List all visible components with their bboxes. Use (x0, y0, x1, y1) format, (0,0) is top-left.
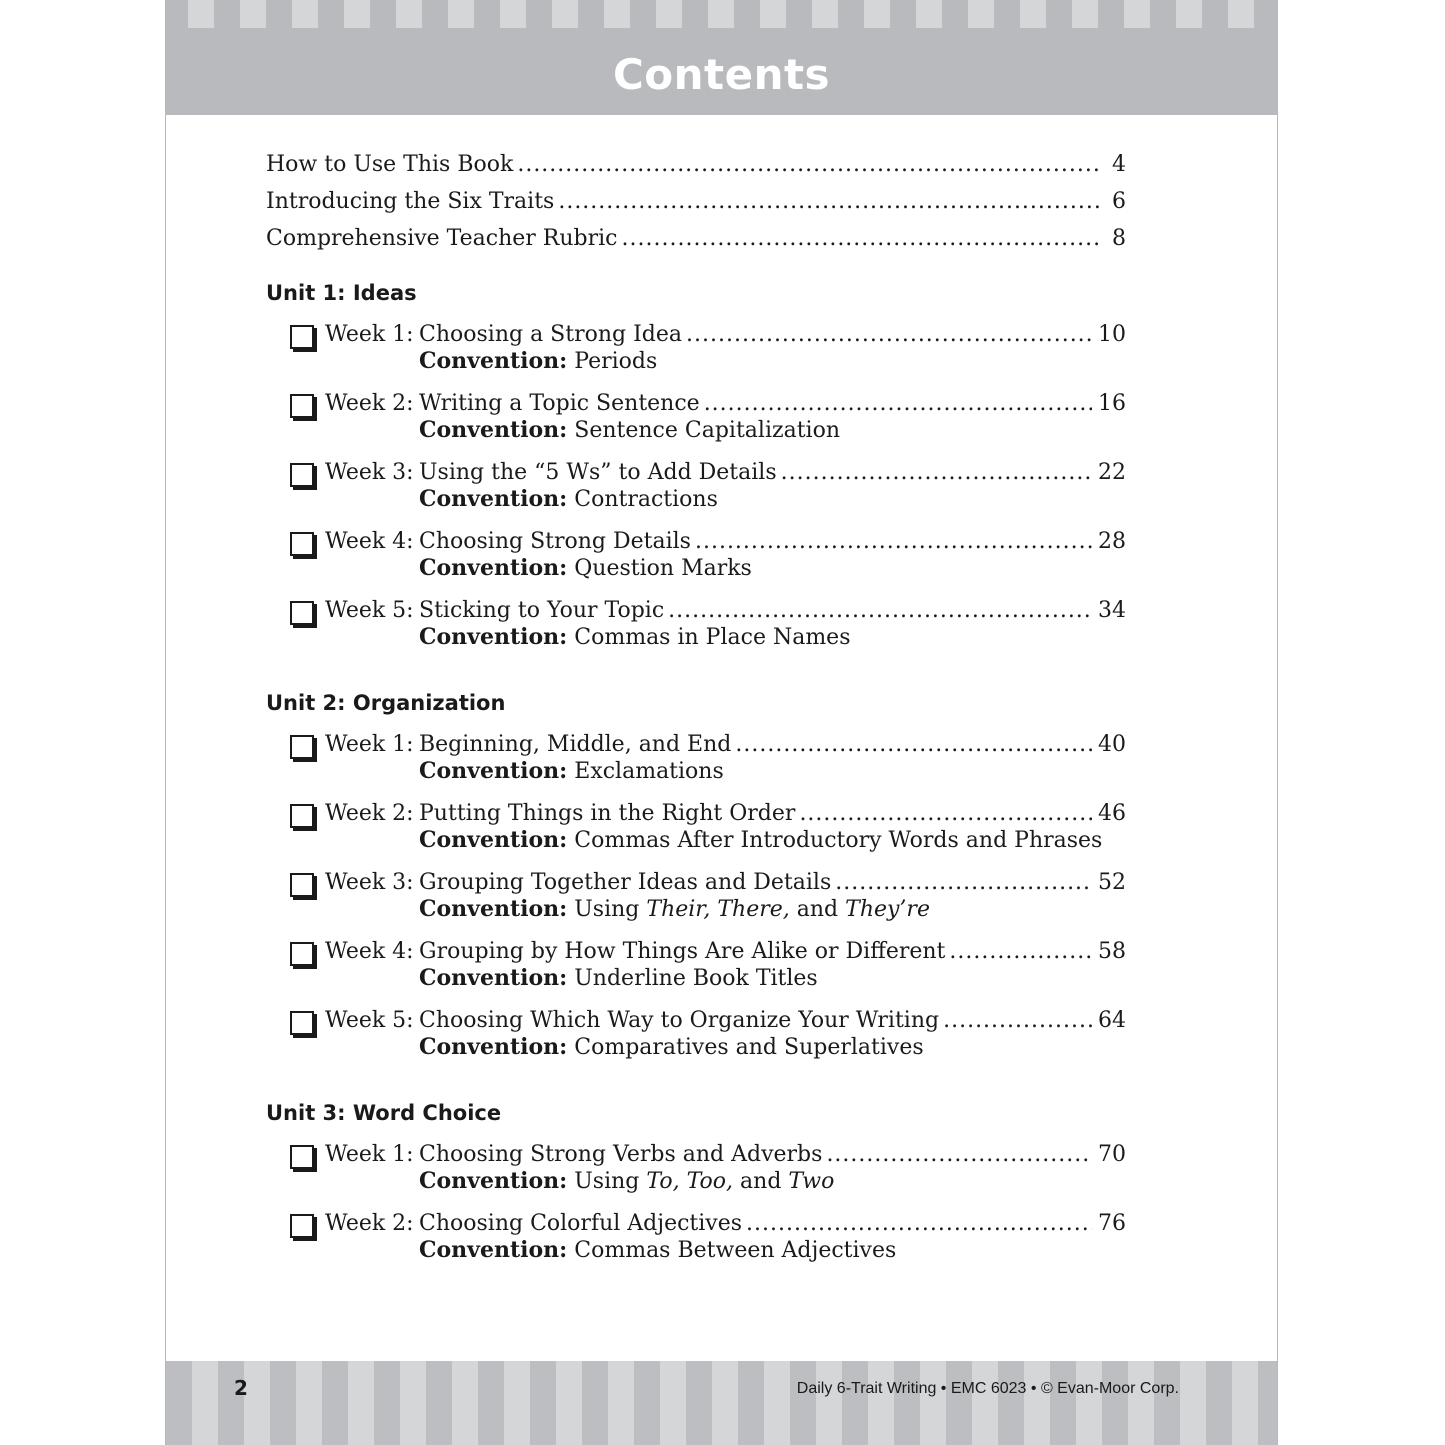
stripe (660, 1361, 686, 1445)
stripe (1020, 0, 1046, 28)
stripe (1076, 1361, 1102, 1445)
week-entry (290, 731, 1126, 800)
dot-leader (704, 390, 1092, 417)
stripe (1232, 1361, 1258, 1445)
dot-leader (668, 597, 1092, 624)
week-page: 58 (1098, 939, 1126, 964)
stripe (712, 1361, 738, 1445)
stripe (1024, 1361, 1050, 1445)
stripe (452, 1361, 478, 1445)
week-title-row[interactable] (419, 938, 1126, 965)
dot-leader (826, 1141, 1092, 1168)
stripe (1124, 0, 1150, 28)
convention-text: Question Marks (574, 556, 752, 581)
week-page: 16 (1098, 391, 1126, 416)
checkbox[interactable] (290, 1214, 314, 1238)
convention-connector: and (733, 1169, 789, 1194)
stripe (972, 1361, 998, 1445)
week-entry (290, 390, 1126, 459)
convention-text: Commas Between Adjectives (574, 1238, 897, 1263)
header-stripes (166, 0, 1277, 28)
toc-entry[interactable] (266, 220, 1126, 257)
stripe (608, 1361, 634, 1445)
stripe (916, 0, 942, 28)
week-title-row[interactable] (419, 869, 1126, 896)
convention-label: Convention: (419, 624, 568, 650)
checkbox[interactable] (290, 1145, 314, 1169)
toc-entry-page: 4 (1112, 152, 1126, 177)
dot-leader (622, 220, 1103, 257)
convention-italic: Their, There, (646, 897, 790, 922)
toc-entry-page: 8 (1112, 226, 1126, 251)
toc-entry-title: Introducing the Six Traits (266, 189, 555, 214)
unit-heading: Unit 3: Word Choice (266, 1101, 502, 1125)
convention-text: Periods (574, 349, 658, 374)
week-page: 76 (1098, 1211, 1126, 1236)
dot-leader (943, 1007, 1092, 1034)
checkbox[interactable] (290, 463, 314, 487)
toc-entry[interactable] (266, 146, 1126, 183)
convention-line (419, 827, 1102, 854)
checkbox[interactable] (290, 873, 314, 897)
stripe (1072, 0, 1098, 28)
checkbox[interactable] (290, 601, 314, 625)
stripe (188, 0, 214, 28)
convention-line (419, 486, 718, 513)
convention-text: Commas After Introductory Words and Phrases (574, 828, 1103, 853)
week-entry (290, 1210, 1126, 1279)
stripe (348, 1361, 374, 1445)
dot-leader (517, 146, 1102, 183)
stripe (920, 1361, 946, 1445)
week-title: Writing a Topic Sentence (419, 391, 700, 416)
stripe (504, 1361, 530, 1445)
week-title: Grouping by How Things Are Alike or Different (419, 939, 946, 964)
stripe (1128, 1361, 1154, 1445)
checkbox[interactable] (290, 804, 314, 828)
dot-leader (558, 183, 1102, 220)
toc-entry-title: Comprehensive Teacher Rubric (266, 226, 618, 251)
week-title: Choosing Strong Details (419, 529, 691, 554)
convention-label: Convention: (419, 486, 568, 512)
convention-italic: They’re (845, 897, 930, 922)
convention-italic: Two (788, 1169, 835, 1194)
week-title-row[interactable] (419, 1141, 1126, 1168)
front-matter-list (266, 146, 1126, 257)
week-title-row[interactable] (419, 528, 1126, 555)
week-entry (290, 869, 1126, 938)
stripe (344, 0, 370, 28)
convention-text: Using (574, 1169, 640, 1194)
checkbox[interactable] (290, 394, 314, 418)
week-entry (290, 938, 1126, 1007)
stripe (968, 0, 994, 28)
week-title: Choosing Which Way to Organize Your Writing (419, 1008, 940, 1033)
week-page: 28 (1098, 529, 1126, 554)
week-title-row[interactable] (419, 731, 1126, 758)
week-label: Week 1: (325, 732, 414, 757)
week-title: Choosing Strong Verbs and Adverbs (419, 1142, 823, 1167)
week-title: Using the “5 Ws” to Add Details (419, 460, 777, 485)
week-label: Week 4: (325, 939, 414, 964)
footer-credit: Daily 6-Trait Writing • EMC 6023 • © Evan-Moor Corp. (796, 1380, 1179, 1397)
table-of-contents (266, 146, 1126, 1279)
week-page: 52 (1098, 870, 1126, 895)
convention-line (419, 555, 752, 582)
stripe (556, 1361, 582, 1445)
stripe (760, 0, 786, 28)
convention-label: Convention: (419, 555, 568, 581)
convention-label: Convention: (419, 348, 568, 374)
convention-text: Comparatives and Superlatives (574, 1035, 924, 1060)
checkbox[interactable] (290, 532, 314, 556)
convention-label: Convention: (419, 827, 568, 853)
convention-text: Using (574, 897, 640, 922)
week-page: 64 (1098, 1008, 1126, 1033)
convention-text: Commas in Place Names (574, 625, 851, 650)
unit-2-weeks (266, 731, 1126, 1076)
stripe (192, 1361, 218, 1445)
week-label: Week 2: (325, 1211, 414, 1236)
dot-leader (695, 528, 1092, 555)
week-label: Week 5: (325, 1008, 414, 1033)
week-title-row[interactable] (419, 1007, 1126, 1034)
week-entry (290, 800, 1126, 869)
stripe (244, 1361, 270, 1445)
stripe (812, 0, 838, 28)
convention-label: Convention: (419, 965, 568, 991)
week-title-row[interactable] (419, 321, 1126, 348)
convention-italic: To, Too, (646, 1169, 734, 1194)
week-page: 46 (1098, 801, 1126, 826)
convention-line (419, 624, 851, 651)
convention-label: Convention: (419, 417, 568, 443)
week-label: Week 5: (325, 598, 414, 623)
week-label: Week 3: (325, 870, 414, 895)
unit-3-weeks (266, 1141, 1126, 1279)
dot-leader (799, 800, 1092, 827)
week-title-row[interactable] (419, 597, 1126, 624)
unit-1-weeks (266, 321, 1126, 666)
week-title-row[interactable] (419, 390, 1126, 417)
week-label: Week 1: (325, 1142, 414, 1167)
convention-line (419, 758, 724, 785)
checkbox[interactable] (290, 942, 314, 966)
dot-leader (835, 869, 1092, 896)
convention-line (419, 417, 840, 444)
convention-text: Contractions (574, 487, 718, 512)
stripe (400, 1361, 426, 1445)
week-entry (290, 321, 1126, 390)
page-footer (166, 1361, 1277, 1445)
stripe (296, 1361, 322, 1445)
convention-line (419, 348, 657, 375)
week-label: Week 2: (325, 391, 414, 416)
convention-label: Convention: (419, 1237, 568, 1263)
week-entry (290, 528, 1126, 597)
convention-text: Exclamations (574, 759, 724, 784)
stripe (292, 0, 318, 28)
page-number: 2 (234, 1376, 248, 1400)
stripe (448, 0, 474, 28)
page-title: Contents (612, 50, 831, 99)
convention-line (419, 965, 818, 992)
week-label: Week 1: (325, 322, 414, 347)
stripe (552, 0, 578, 28)
week-title: Choosing Colorful Adjectives (419, 1211, 743, 1236)
stripe (396, 0, 422, 28)
unit-heading: Unit 2: Organization (266, 691, 506, 715)
week-entry (290, 597, 1126, 666)
checkbox[interactable] (290, 325, 314, 349)
week-page: 70 (1098, 1142, 1126, 1167)
week-title: Sticking to Your Topic (419, 598, 665, 623)
toc-entry-title: How to Use This Book (266, 152, 514, 177)
stripe (656, 0, 682, 28)
convention-label: Convention: (419, 1034, 568, 1060)
toc-entry-page: 6 (1112, 189, 1126, 214)
week-page: 22 (1098, 460, 1126, 485)
stripe (240, 0, 266, 28)
checkbox[interactable] (290, 735, 314, 759)
convention-label: Convention: (419, 758, 568, 784)
stripe (1176, 0, 1202, 28)
checkbox[interactable] (290, 1011, 314, 1035)
stripe (500, 0, 526, 28)
stripe (864, 0, 890, 28)
week-title-row[interactable] (419, 800, 1126, 827)
week-title-row[interactable] (419, 459, 1126, 486)
convention-label: Convention: (419, 1168, 568, 1194)
week-title: Beginning, Middle, and End (419, 732, 732, 757)
dot-leader (781, 459, 1092, 486)
dot-leader (735, 731, 1092, 758)
stripe (816, 1361, 842, 1445)
stripe (1228, 0, 1254, 28)
convention-line (419, 896, 930, 923)
unit-heading: Unit 1: Ideas (266, 281, 417, 305)
week-title: Choosing a Strong Idea (419, 322, 683, 347)
convention-line (419, 1034, 924, 1061)
stripe (868, 1361, 894, 1445)
convention-label: Convention: (419, 896, 568, 922)
week-entry (290, 459, 1126, 528)
convention-connector: and (789, 897, 846, 922)
dot-leader (746, 1210, 1092, 1237)
week-label: Week 4: (325, 529, 414, 554)
toc-entry[interactable] (266, 183, 1126, 220)
stripe (604, 0, 630, 28)
convention-text: Underline Book Titles (574, 966, 818, 991)
stripe (764, 1361, 790, 1445)
convention-text: Sentence Capitalization (574, 418, 840, 443)
week-entry (290, 1141, 1126, 1210)
week-label: Week 3: (325, 460, 414, 485)
page-header (166, 0, 1277, 115)
week-entry (290, 1007, 1126, 1076)
week-page: 40 (1098, 732, 1126, 757)
convention-line (419, 1237, 896, 1264)
week-title: Putting Things in the Right Order (419, 801, 796, 826)
convention-line (419, 1168, 834, 1195)
week-label: Week 2: (325, 801, 414, 826)
week-page: 34 (1098, 598, 1126, 623)
stripe (708, 0, 734, 28)
stripe (1180, 1361, 1206, 1445)
week-title-row[interactable] (419, 1210, 1126, 1237)
dot-leader (686, 321, 1092, 348)
page-sheet (165, 0, 1278, 1445)
dot-leader (949, 938, 1092, 965)
week-title: Grouping Together Ideas and Details (419, 870, 832, 895)
week-page: 10 (1098, 322, 1126, 347)
